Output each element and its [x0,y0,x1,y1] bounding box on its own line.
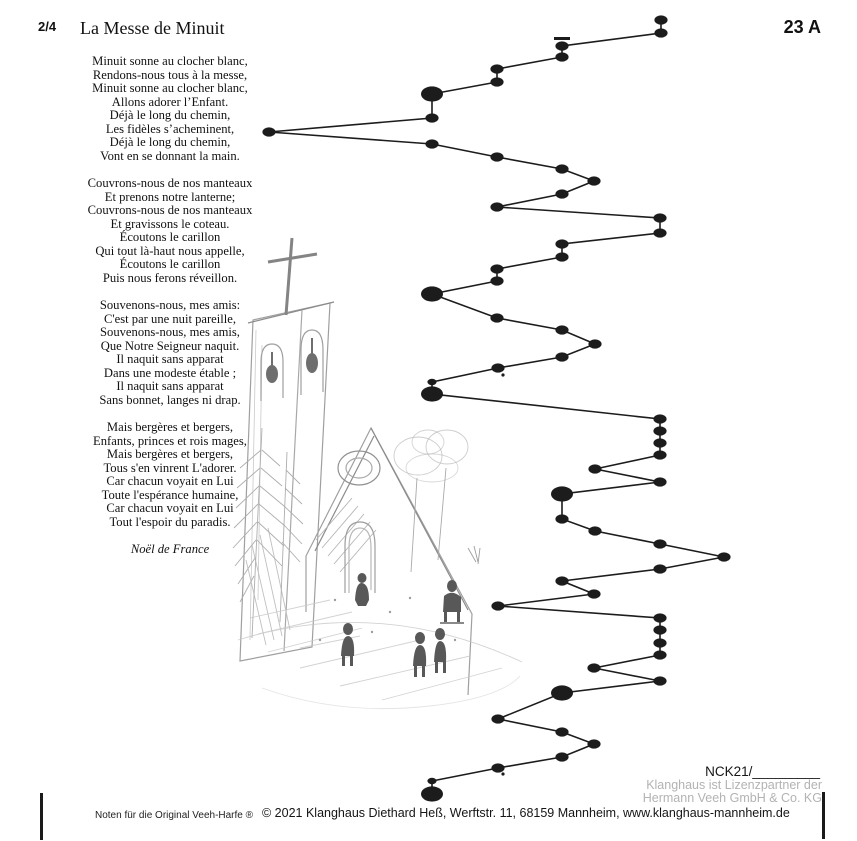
lyric-line: Allons adorer l’Enfant. [111,94,229,109]
melody-note [490,77,503,86]
crop-mark-right [822,792,825,839]
lyric-line: Minuit sonne au clocher blanc, [92,54,248,68]
melody-note [262,127,275,136]
lyrics-attribution: Noël de France [130,542,210,556]
melody-note [588,526,601,535]
melody-note [491,601,504,610]
lyric-line: Déjà le long du chemin, [109,135,231,149]
lyric-line: Déjà le long du chemin, [109,108,231,122]
melody-note [490,202,503,211]
page-number: 2/4 [38,19,57,34]
lyric-line: Il naquit sans apparat [116,379,224,393]
footer-edition-note: Noten für die Original Veeh-Harfe ® [95,810,254,821]
melody-note [421,386,443,401]
lyric-line: Qui tout là-haut nous appelle, [95,243,245,258]
melody-note [555,164,568,173]
license-partner-line1: Klanghaus ist Lizenzpartner der [646,778,822,792]
lyric-line: Car chacun voyait en Lui [106,501,234,515]
lyric-line: Il naquit sans apparat [116,352,224,366]
melody-note [588,464,601,473]
melody-note [551,685,573,700]
lyric-line: Enfants, princes et rois mages, [93,433,247,448]
lyric-line: Écoutons le carillon [119,230,221,244]
lyric-line: Dans une modeste étable ; [103,365,237,380]
sheet-code: 23 A [783,17,821,37]
melody-note [653,450,666,459]
melody-note [555,752,568,761]
melody-note [490,276,503,285]
melody-note [653,564,666,573]
melody-note [555,189,568,198]
lyric-line: Rendons-nous tous à la messe, [92,67,248,82]
lyric-line: Puis nous ferons réveillon. [102,270,238,285]
page-title: La Messe de Minuit [80,18,225,38]
melody-note [490,264,503,273]
melody-note [587,176,600,185]
license-partner-line2: Hermann Veeh GmbH & Co. KG [642,791,822,805]
melody-note [555,352,568,361]
lyric-line: Vont en se donnant la main. [100,148,240,163]
melody-note [427,379,436,385]
lyric-line: Minuit sonne au clocher blanc, [92,81,248,95]
melody-note [653,625,666,634]
lyric-line: Mais bergères et bergers, [106,420,234,434]
melody-note [555,239,568,248]
melody-note [588,339,601,348]
melody-note [490,64,503,73]
lyric-line: Souvenons-nous, mes amis: [99,298,241,312]
lyric-line: Écoutons le carillon [119,257,221,271]
tenuto-bar [554,37,570,40]
melody-note [555,41,568,50]
melody-note [587,663,600,672]
melody-note [587,589,600,598]
melody-note [653,228,666,237]
lyric-line: Les fidèles s’acheminent, [105,121,235,136]
lyric-line: Couvrons-nous de nos manteaux [87,203,253,217]
melody-note [421,286,443,301]
melody-note [653,213,666,222]
melody-note [491,714,504,723]
lyric-line: Que Notre Seigneur naquit. [100,338,240,353]
crop-mark-left [40,793,43,840]
melody-note [425,113,438,122]
lyric-line: C'est par une nuit pareille, [103,311,236,326]
accent-dot [501,373,504,376]
melody-note [491,763,504,772]
melody-note [653,638,666,647]
melody-note [653,539,666,548]
lyric-line: Et prenons notre lanterne; [104,189,236,204]
melody-note [653,613,666,622]
footer-copyright: © 2021 Klanghaus Diethard Heß, Werftstr. 11, 68159 Mannheim, www.klanghaus-mannheim.de [262,806,790,820]
melody-note [551,486,573,501]
lyric-line: Mais bergères et bergers, [106,447,234,461]
lyric-line: Tous s'en vinrent L'adorer. [103,460,237,475]
melody-note [653,438,666,447]
melody-note [555,514,568,523]
lyric-line: Couvrons-nous de nos manteaux [87,176,253,190]
melody-note [654,15,667,24]
melody-note [427,778,436,784]
melody-note [555,52,568,61]
melody-note [717,552,730,561]
melody-note [555,325,568,334]
lyric-line: Souvenons-nous, mes amis, [100,325,240,339]
melody-note [653,650,666,659]
melody-note [555,727,568,736]
melody-note [654,28,667,37]
lyric-line: Toute l'espérance humaine, [101,487,239,502]
melody-note [653,477,666,486]
lyric-line: Sans bonnet, langes ni drap. [99,392,241,407]
melody-note [425,139,438,148]
melody-note [653,426,666,435]
melody-note [490,152,503,161]
melody-note [653,414,666,423]
melody-note [653,676,666,685]
melody-note [490,313,503,322]
melody-note [555,252,568,261]
lyric-line: Tout l'espoir du paradis. [109,514,231,529]
melody-note [587,739,600,748]
accent-dot [501,772,504,775]
melody-note [555,576,568,585]
lyric-line: Car chacun voyait en Lui [106,474,234,488]
catalog-code: NCK21/_________ [705,764,820,779]
melody-note [491,363,504,372]
lyric-line: Et gravissons le coteau. [110,216,230,231]
melody-note [421,786,443,801]
melody-note [421,86,443,101]
